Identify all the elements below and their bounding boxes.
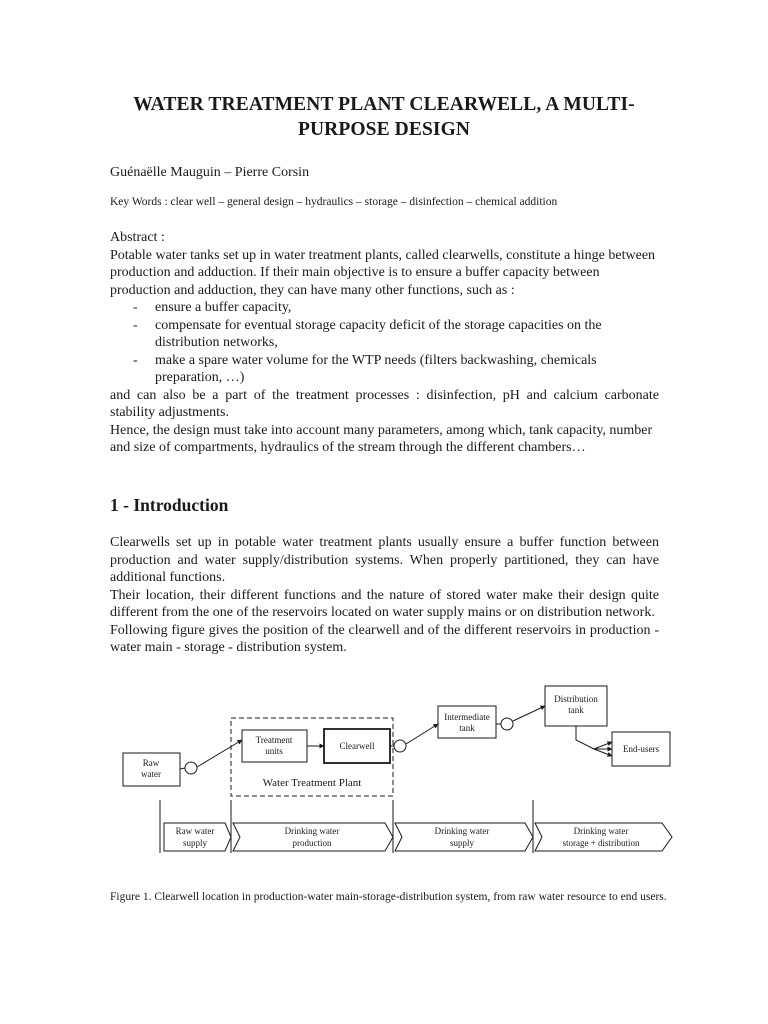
stage-label: Raw water bbox=[175, 826, 215, 836]
intro-paragraph: Following figure gives the position of the clearwell and of the different reservoirs in production - water main - storage - distribution system. bbox=[110, 622, 659, 655]
intro-paragraph: Clearwells set up in potable water treatment plants usually ensure a buffer function between production and water supply/distribution systems. When properly partitioned, they can have additional functions. bbox=[110, 535, 659, 585]
intermediate-tank-label bbox=[459, 723, 475, 733]
raw-water-label bbox=[141, 769, 161, 779]
abstract-continuation: and can also be a part of the treatment processes : disinfection, pH and calcium carbonate stability adjustments. bbox=[110, 387, 659, 420]
distribution-tank-label-line: Distribution bbox=[554, 694, 598, 704]
figure-caption: Figure 1. Clearwell location in production-water main-storage-distribution system, from raw water resource to end users. bbox=[110, 891, 667, 903]
stage-label: production bbox=[292, 838, 332, 848]
distribution-tank-label-line: tank bbox=[568, 705, 584, 715]
bullet-marker: - bbox=[133, 352, 138, 368]
stage-label: Drinking water bbox=[284, 826, 340, 836]
intro-paragraph: Their location, their different functions and the nature of stored water make their design quite different from the one of the reservoirs located on water supply mains or on distribution network. bbox=[110, 587, 659, 620]
distribution-tank-label bbox=[568, 705, 584, 715]
stage-label: Drinking water bbox=[573, 826, 629, 836]
abstract-bullet-list bbox=[110, 299, 659, 387]
section-title: 1 - Introduction bbox=[110, 495, 229, 515]
stage-label: Drinking water bbox=[434, 826, 490, 836]
plant-label: Water Treatment Plant bbox=[262, 777, 362, 789]
raw-water-label-line: Raw bbox=[142, 758, 160, 768]
distribution-tank-label bbox=[554, 694, 598, 704]
stage-label: supply bbox=[182, 838, 208, 848]
bullet-marker: - bbox=[133, 317, 138, 333]
end-users-label: End-users bbox=[623, 744, 659, 754]
abstract-bullet-text: make a spare water volume for the WTP needs (filters backwashing, chemicals preparation, …) bbox=[155, 352, 597, 385]
pump-icon bbox=[185, 762, 197, 774]
raw-water-label-line: water bbox=[141, 769, 161, 779]
keywords: Key Words : clear well – general design – hydraulics – storage – disinfection – chemical addition bbox=[110, 196, 558, 208]
abstract-bullet bbox=[110, 299, 659, 317]
abstract-bullet-text: ensure a buffer capacity, bbox=[155, 300, 292, 315]
pump-icon bbox=[394, 740, 406, 752]
paper-title: WATER TREATMENT PLANT CLEARWELL, A MULTI-PURPOSE DESIGN bbox=[133, 94, 635, 140]
authors: Guénaëlle Mauguin – Pierre Corsin bbox=[110, 165, 310, 180]
stage-label: supply bbox=[449, 838, 475, 848]
intermediate-tank-label-line: Intermediate bbox=[444, 712, 490, 722]
clearwell-label: Clearwell bbox=[339, 741, 375, 751]
abstract-conclusion: Hence, the design must take into account many parameters, among which, tank capacity, number and size of compartments, hydraulics of the stream through the different chambers… bbox=[110, 422, 653, 455]
figure-1-diagram bbox=[0, 680, 768, 870]
introduction-body bbox=[110, 534, 659, 657]
abstract-intro: Potable water tanks set up in water treatment plants, called clearwells, constitute a hinge between production and adduction. If their main objective is to ensure a buffer capacity between production and adduction, they can have many other functions, such as : bbox=[110, 247, 656, 298]
raw-water-label bbox=[143, 758, 160, 768]
stage-label: storage + distribution bbox=[562, 838, 640, 848]
bullet-marker: - bbox=[133, 300, 138, 315]
abstract-heading: Abstract : bbox=[110, 230, 165, 245]
intermediate-tank-label-line: tank bbox=[459, 723, 475, 733]
abstract-bullet bbox=[110, 352, 659, 387]
abstract-bullet bbox=[110, 317, 659, 352]
abstract-bullet-text: compensate for eventual storage capacity deficit of the storage capacities on the distribution networks, bbox=[155, 317, 602, 350]
treatment-units-label bbox=[265, 746, 283, 756]
abstract bbox=[110, 229, 659, 457]
treatment-units-label bbox=[256, 735, 293, 745]
intermediate-tank-label bbox=[444, 712, 489, 722]
intermediate-tank-box bbox=[438, 706, 496, 738]
pump-icon bbox=[501, 718, 513, 730]
treatment-units-label-line: units bbox=[265, 746, 283, 756]
treatment-units-label-line: Treatment bbox=[255, 735, 293, 745]
